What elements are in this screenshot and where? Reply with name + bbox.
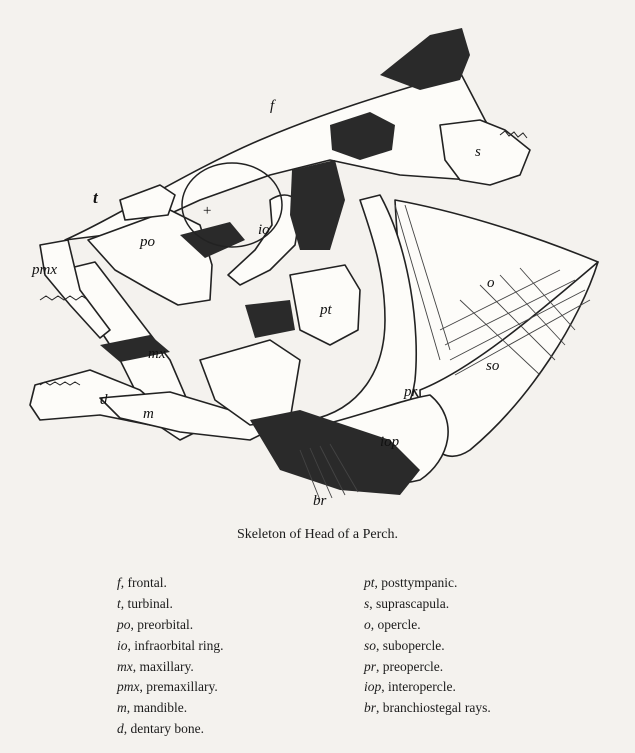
legend-item: t, turbinal. [117, 595, 173, 611]
legend-item: iop, interopercle. [364, 679, 456, 695]
label-t: t [93, 188, 98, 207]
legend-item: io, infraorbital ring. [117, 637, 224, 653]
legend-item: pmx, premaxillary. [117, 679, 218, 695]
label-f: f [270, 98, 275, 114]
label-mx: mx [148, 346, 166, 362]
legend-item: pt, posttympanic. [364, 575, 458, 590]
label-d: d [100, 392, 108, 408]
legend-item: br, branchiostegal rays. [364, 700, 491, 716]
label-s: s [475, 144, 481, 160]
label-pmx: pmx [32, 262, 57, 278]
label-iop: iop [380, 434, 400, 450]
legend-item: mx, maxillary. [117, 658, 194, 674]
legend-left-column [117, 573, 224, 740]
legend-item: m, mandible. [117, 700, 188, 716]
label-m: m [143, 406, 154, 422]
figure-caption: Skeleton of Head of a Perch. [237, 527, 398, 542]
legend-item: so, subopercle. [364, 637, 445, 653]
label-po: po [140, 234, 155, 250]
legend-item: o, opercle. [364, 616, 421, 632]
label-so: so [486, 358, 500, 374]
legend-item: f, frontal. [117, 575, 167, 590]
label-o: o [487, 275, 495, 291]
label-br: br [313, 493, 327, 509]
legend-item: s, suprascapula. [364, 595, 450, 611]
label-pt: pt [320, 302, 332, 318]
legend-item: pr, preopercle. [364, 658, 444, 674]
label-plus: + [202, 203, 213, 219]
turbinal-bone [120, 185, 175, 220]
cranial-crest-shade [380, 28, 470, 90]
legend-right-column [364, 573, 491, 719]
label-pr: pr [404, 384, 418, 400]
legend-item: po, preorbital. [117, 616, 194, 632]
legend-item: d, dentary bone. [117, 721, 204, 737]
label-io: io [258, 222, 270, 238]
